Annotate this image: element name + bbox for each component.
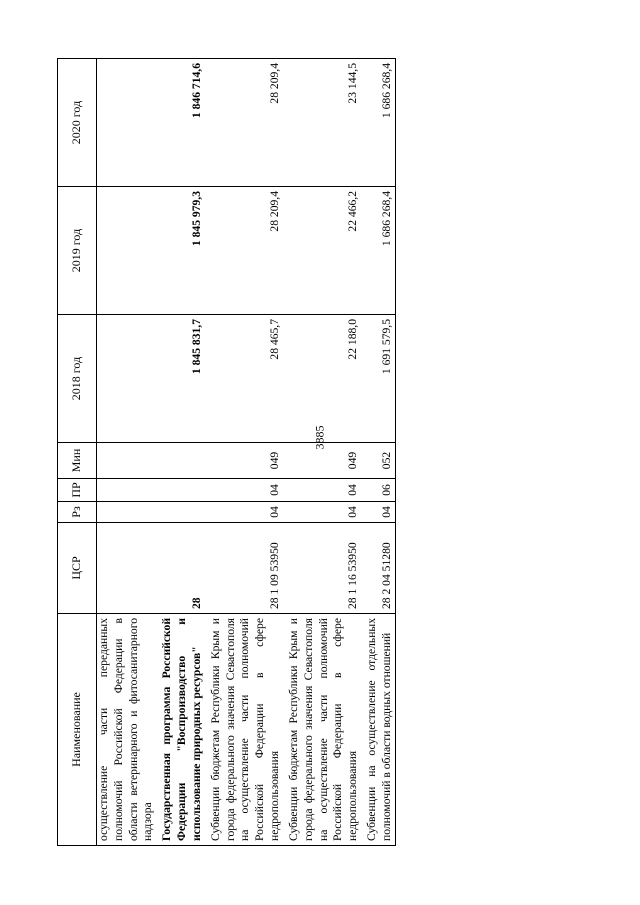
row-csr: 28 1 16 53950 — [287, 523, 361, 614]
header-csr: ЦСР — [58, 523, 97, 614]
row-value-2020: 1 686 268,4 — [365, 59, 395, 187]
row-value-2020 — [97, 59, 157, 187]
header-min: Мин — [58, 443, 97, 479]
row-value-2018: 1 691 579,5 — [365, 315, 395, 443]
row-csr: 28 2 04 51280 — [365, 523, 395, 614]
row-min: 049 — [287, 443, 361, 479]
header-2020: 2020 год — [58, 59, 97, 187]
row-csr: 28 — [160, 523, 204, 614]
row-min — [160, 443, 204, 479]
row-name: осуществление части переданных полномочий Российской Федерации в области ветеринарного и фитосанитарного надзора — [97, 614, 157, 846]
row-value-2018 — [97, 315, 157, 443]
table-row-program — [160, 59, 204, 846]
table-row — [365, 59, 395, 846]
table-row — [97, 59, 157, 846]
row-value-2020: 1 846 714,6 — [160, 59, 204, 187]
row-value-2018: 28 465,7 — [209, 315, 283, 443]
row-value-2018: 1 845 831,7 — [160, 315, 204, 443]
row-value-2019: 22 466,2 — [287, 187, 361, 315]
row-value-2019 — [97, 187, 157, 315]
row-value-2019: 1 845 979,3 — [160, 187, 204, 315]
row-value-2020: 28 209,4 — [209, 59, 283, 187]
row-pr: 04 — [287, 479, 361, 502]
row-name: Государственная программа Российской Федерации "Воспроизводство и использование природных ресурсов" — [160, 614, 204, 846]
row-name: Субвенции бюджетам Республики Крым и города федерального значения Севастополя на осуществление части полномочий Российской Федерации в сфере недропользования — [209, 614, 283, 846]
row-rz — [97, 502, 157, 523]
row-pr — [160, 479, 204, 502]
header-name: Наименование — [58, 614, 97, 846]
row-value-2018: 22 188,0 — [287, 315, 361, 443]
header-2018: 2018 год — [58, 315, 97, 443]
row-value-2019: 28 209,4 — [209, 187, 283, 315]
page-number: 3885 — [312, 425, 327, 450]
row-name: Субвенции бюджетам Республики Крым и города федерального значения Севастополя на осуществление части полномочий Российской Федерации в сфере недропользования — [287, 614, 361, 846]
row-value-2020: 23 144,5 — [287, 59, 361, 187]
row-min: 052 — [365, 443, 395, 479]
row-name: Субвенции на осуществление отдельных полномочий в области водных отношений — [365, 614, 395, 846]
table-row — [209, 59, 283, 846]
row-value-2019: 1 686 268,4 — [365, 187, 395, 315]
row-min — [97, 443, 157, 479]
row-pr: 06 — [365, 479, 395, 502]
row-rz: 04 — [365, 502, 395, 523]
row-rz — [160, 502, 204, 523]
row-min: 049 — [209, 443, 283, 479]
table-row — [287, 59, 361, 846]
row-rz: 04 — [287, 502, 361, 523]
header-2019: 2019 год — [58, 187, 97, 315]
row-pr: 04 — [209, 479, 283, 502]
row-csr — [97, 523, 157, 614]
table-header-row — [58, 59, 97, 846]
row-rz: 04 — [209, 502, 283, 523]
row-csr: 28 1 09 53950 — [209, 523, 283, 614]
row-pr — [97, 479, 157, 502]
rotated-table-container — [57, 59, 615, 846]
header-rz: Рз — [58, 502, 97, 523]
header-pr: ПР — [58, 479, 97, 502]
budget-table — [57, 58, 396, 846]
